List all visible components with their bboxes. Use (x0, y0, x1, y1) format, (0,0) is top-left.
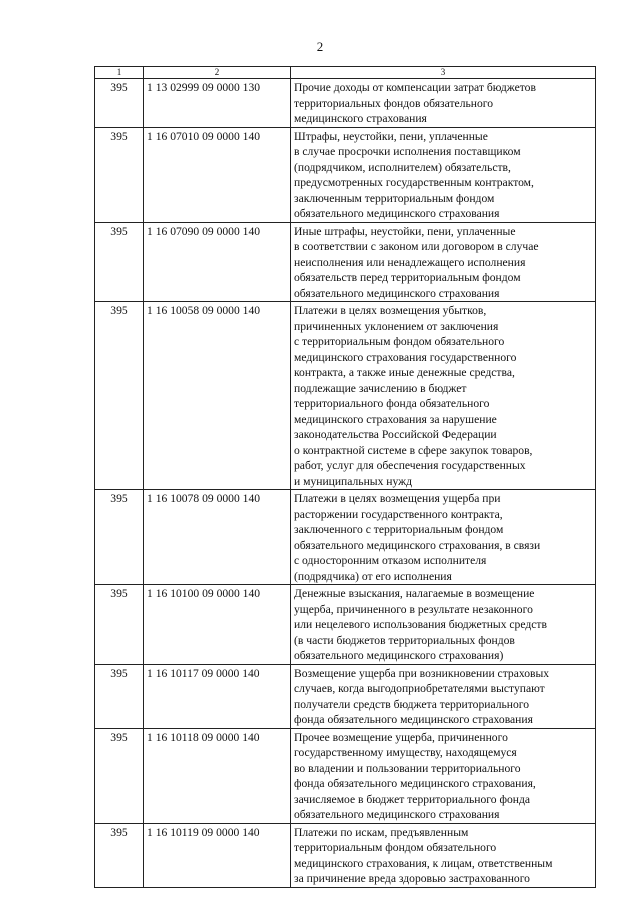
budget-code: 1 16 10058 09 0000 140 (144, 302, 291, 490)
income-description (291, 302, 596, 490)
description-line: неисполнения или ненадлежащего исполнения (294, 255, 526, 269)
budget-code: 1 16 10100 09 0000 140 (144, 585, 291, 665)
description-line: территориального фонда обязательного (294, 397, 490, 410)
description-line: зачисляемое в бюджет территориального фонда (294, 792, 531, 806)
description-line: обязательного медицинского страхования (294, 808, 500, 821)
income-description (291, 728, 596, 823)
description-line: подлежащие зачислению в бюджет (294, 381, 467, 395)
table-row (95, 490, 596, 585)
description-line: во владении и пользовании территориального (294, 761, 521, 775)
administrator-code: 395 (95, 127, 144, 222)
description-line: заключенным территориальным фондом (294, 191, 495, 205)
table-row (95, 79, 596, 128)
description-line: за причинение вреда здоровью застрахованного (294, 872, 530, 885)
description-line: обязательного медицинского страхования, в связи (294, 538, 541, 552)
description-line: с односторонним отказом исполнителя (294, 554, 487, 567)
administrator-code: 395 (95, 585, 144, 665)
column-header-1: 1 (95, 67, 144, 79)
description-line: Прочие доходы от компенсации затрат бюджетов (294, 81, 536, 94)
description-line: получатели средств бюджета территориального (294, 697, 530, 711)
description-line: в случае просрочки исполнения поставщиком (294, 145, 521, 158)
budget-code: 1 16 10117 09 0000 140 (144, 664, 291, 728)
description-line: Платежи в целях возмещения убытков, (294, 304, 487, 317)
description-line: в соответствии с законом или договором в случае (294, 240, 539, 253)
income-description (291, 664, 596, 728)
description-line: о контрактной системе в сфере закупок товаров, (294, 443, 533, 457)
budget-code: 1 13 02999 09 0000 130 (144, 79, 291, 128)
description-line: медицинского страхования (294, 112, 427, 125)
administrator-code: 395 (95, 664, 144, 728)
table-row (95, 585, 596, 665)
description-line: Денежные взыскания, налагаемые в возмещение (294, 587, 535, 600)
description-line: медицинского страхования государственного (294, 350, 517, 364)
description-line: обязательств перед территориальным фондом (294, 271, 521, 284)
description-line: фонда обязательного медицинского страхования, (294, 777, 536, 790)
description-line: медицинского страхования, к лицам, ответственным (294, 856, 553, 870)
administrator-code: 395 (95, 728, 144, 823)
description-line: законодательства Российской Федерации (294, 428, 497, 441)
description-line: предусмотренных государственным контрактом, (294, 176, 534, 189)
description-line: государственному имуществу, находящемуся (294, 746, 517, 759)
description-line: Платежи по искам, предъявленным (294, 825, 469, 839)
table-row (95, 127, 596, 222)
income-description (291, 222, 596, 302)
administrator-code: 395 (95, 490, 144, 585)
description-line: обязательного медицинского страхования) (294, 649, 504, 662)
description-line: контракта, а также иные денежные средства, (294, 366, 515, 379)
description-line: Иные штрафы, неустойки, пени, уплаченные (294, 224, 516, 238)
description-line: работ, услуг для обеспечения государственных (294, 459, 526, 472)
income-description (291, 585, 596, 665)
administrator-code: 395 (95, 823, 144, 887)
description-line: или нецелевого использования бюджетных средств (294, 618, 547, 631)
description-line: (в части бюджетов территориальных фондов (294, 633, 515, 647)
description-line: (подрядчика) от его исполнения (294, 569, 452, 583)
description-line: и муниципальных нужд (294, 474, 413, 488)
description-line: (подрядчиком, исполнителем) обязательств, (294, 160, 511, 174)
description-line: Прочее возмещение ущерба, причиненного (294, 730, 508, 744)
description-line: территориальным фондом обязательного (294, 841, 497, 854)
income-description (291, 127, 596, 222)
budget-code: 1 16 07090 09 0000 140 (144, 222, 291, 302)
administrator-code: 395 (95, 222, 144, 302)
page-number: 2 (316, 39, 324, 54)
column-header-3: 3 (291, 67, 596, 79)
description-line: Штрафы, неустойки, пени, уплаченные (294, 129, 488, 143)
description-line: причиненных уклонением от заключения (294, 319, 499, 333)
description-line: Возмещение ущерба при возникновении страховых (294, 666, 550, 680)
table-row (95, 664, 596, 728)
budget-code: 1 16 10118 09 0000 140 (144, 728, 291, 823)
column-header-2: 2 (144, 67, 291, 79)
description-line: медицинского страхования за нарушение (294, 412, 497, 426)
budget-code: 1 16 10119 09 0000 140 (144, 823, 291, 887)
budget-classification-table (94, 66, 596, 888)
administrator-code: 395 (95, 302, 144, 490)
description-line: с территориальным фондом обязательного (294, 335, 505, 348)
income-description (291, 823, 596, 887)
description-line: фонда обязательного медицинского страхования (294, 713, 533, 726)
header-row (95, 67, 596, 79)
budget-code: 1 16 10078 09 0000 140 (144, 490, 291, 585)
administrator-code: 395 (95, 79, 144, 128)
description-line: случаев, когда выгодоприобретателями выступают (294, 682, 545, 695)
table-row (95, 302, 596, 490)
description-line: ущерба, причиненного в результате незаконного (294, 602, 533, 616)
description-line: территориальных фондов обязательного (294, 96, 494, 110)
description-line: обязательного медицинского страхования (294, 286, 500, 300)
table-row (95, 728, 596, 823)
table-row (95, 222, 596, 302)
description-line: Платежи в целях возмещения ущерба при (294, 492, 501, 505)
table-row (95, 823, 596, 887)
description-line: расторжении государственного контракта, (294, 507, 503, 521)
table-header (95, 67, 596, 79)
income-description (291, 79, 596, 128)
income-description (291, 490, 596, 585)
budget-code: 1 16 07010 09 0000 140 (144, 127, 291, 222)
description-line: обязательного медицинского страхования (294, 207, 500, 220)
description-line: заключенного с территориальным фондом (294, 523, 504, 536)
table-body (95, 79, 596, 888)
